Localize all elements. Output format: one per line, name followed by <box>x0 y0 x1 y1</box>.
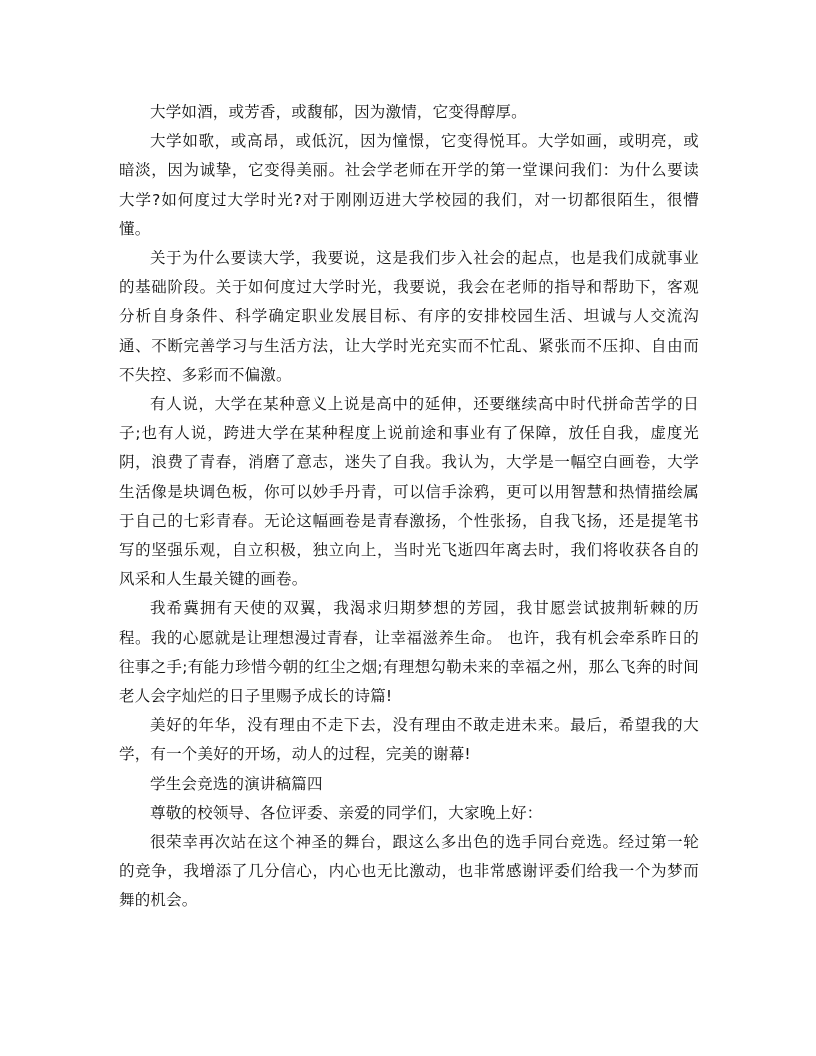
paragraph-wings: 我希冀拥有天使的双翼，我渴求归期梦想的芳园，我甘愿尝试披荆斩棘的历程。我的心愿就是让理想漫过青春，让幸福滋养生命。 也许，我有机会牵系昨日的往事之手;有能力珍惜今朝的红尘之烟;有理想勾勒未来的幸福之州，那么飞奔的时间老人会字灿烂的日子里赐予成长的诗篇! <box>119 599 699 706</box>
paragraph-closing: 美好的年华，没有理由不走下去，没有理由不敢走进未来。最后，希望我的大学，有一个美好的开场，动人的过程，完美的谢幕! <box>119 716 699 764</box>
paragraph-greeting: 尊敬的校领导、各位评委、亲爱的同学们，大家晚上好： <box>150 803 543 822</box>
paragraph-wine: 大学如酒，或芳香，或馥郁，因为激情，它变得醇厚。 <box>150 103 527 121</box>
document-body <box>119 98 699 916</box>
paragraph-blank-canvas: 有人说，大学在某种意义上说是高中的延伸，还要继续高中时代拼命苦学的日子;也有人说，跨进大学在某种程度上说前途和事业有了保障，放任自我，虚度光阴，浪费了青春，消磨了意志，迷失了自我。我认为，大学是一幅空白画卷，大学生活像是块调色板，你可以妙手丹青，可以信手涂鸦，更可以用智慧和热情描绘属于自己的七彩青春。无论这幅画卷是青春激扬，个性张扬，自我飞扬，还是提笔书写的坚强乐观，自立积极，独立向上，当时光飞逝四年离去时，我们将收获各自的风采和人生最关键的画卷。 <box>119 395 699 589</box>
section-heading: 学生会竞选的演讲稿篇四 <box>150 774 323 793</box>
paragraph-honored: 很荣幸再次站在这个神圣的舞台，跟这么多出色的选手同台竞选。经过第一轮的竞争，我增添了几分信心，内心也无比激动，也非常感谢评委们给我一个为梦而舞的机会。 <box>119 833 699 910</box>
paragraph-why-university: 关于为什么要读大学，我要说，这是我们步入社会的起点，也是我们成就事业的基础阶段。关于如何度过大学时光，我要说，我会在老师的指导和帮助下，客观分析自身条件、科学确定职业发展目标、有序的安排校园生活、坦诚与人交流沟通、不断完善学习与生活方法，让大学时光充实而不忙乱、紧张而不压抑、自由而不失控、多彩而不偏激。 <box>119 249 699 384</box>
paragraph-song: 大学如歌，或高昂，或低沉，因为憧憬，它变得悦耳。大学如画，或明亮，或暗淡，因为诚挚，它变得美丽。社会学老师在开学的第一堂课问我们：为什么要读大学?如何度过大学时光?对于刚刚迈进大学校园的我们，对一切都很陌生，很懵懂。 <box>119 132 699 238</box>
